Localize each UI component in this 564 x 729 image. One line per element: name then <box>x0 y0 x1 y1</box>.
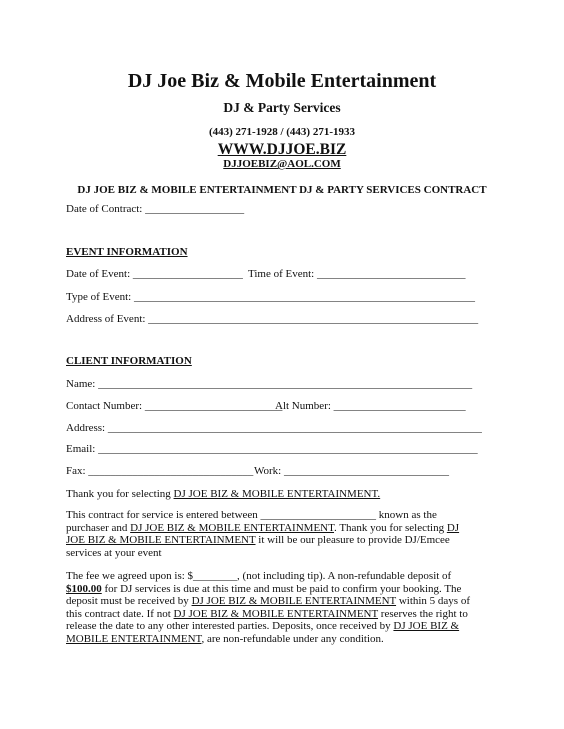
contract-heading: DJ JOE BIZ & MOBILE ENTERTAINMENT DJ & PARTY SERVICES CONTRACT <box>77 184 487 196</box>
para2-text-3: within 5 days of this contract date. If not <box>66 595 471 620</box>
type-of-event-field[interactable]: Type of Event: ______________________________________________________________ <box>66 291 475 303</box>
company-name-underlined: DJ JOE BIZ & MOBILE ENTERTAINMENT. <box>173 488 381 500</box>
thank-you-text: Thank you for selecting <box>66 488 174 500</box>
address-of-event-field[interactable]: Address of Event: ____________________________________________________________ <box>66 313 479 325</box>
client-address-field[interactable]: Address: ____________________________________________________________________ <box>66 422 482 434</box>
date-of-contract-field[interactable]: Date of Contract: __________________ <box>66 203 245 215</box>
para2-text-1: The fee we agreed upon is: $________, (not including tip). A non-refundable deposit of <box>66 570 452 582</box>
email-link[interactable]: DJJOEBIZ@AOL.COM <box>223 158 341 170</box>
deposit-amount: $100.00 <box>66 582 102 595</box>
fax-field[interactable]: Fax: ______________________________ <box>66 465 254 477</box>
client-info-heading: CLIENT INFORMATION <box>66 355 192 367</box>
client-email-field[interactable]: Email: _____________________________________________________________________ <box>66 443 478 455</box>
fee-paragraph <box>66 570 470 645</box>
contract-paragraph <box>66 509 470 559</box>
contact-number-field[interactable]: Contact Number: _________________________ <box>66 400 283 412</box>
para2-text-4: reserves the right to release the date to any other interested parties. Deposits, once received by <box>66 607 468 632</box>
company-title: DJ Joe Biz & Mobile Entertainment <box>127 70 437 92</box>
date-of-event-field[interactable]: Date of Event: ____________________ <box>66 268 243 280</box>
website-link[interactable]: WWW.DJJOE.BIZ <box>217 141 347 158</box>
event-info-heading: EVENT INFORMATION <box>66 246 188 258</box>
para1-company-2: DJ JOE BIZ & MOBILE ENTERTAINMENT <box>66 521 460 546</box>
para1-text-2: . Thank you for selecting <box>334 521 447 534</box>
phone-numbers: (443) 271-1928 / (443) 271-1933 <box>208 126 356 138</box>
time-of-event-field[interactable]: Time of Event: ___________________________ <box>248 268 466 280</box>
para1-text-1: This contract for service is entered between _____________________ known as the purchaser and <box>66 509 437 534</box>
para2-text-2: for DJ services is due at this time and must be paid to confirm your booking. The deposit must be received by <box>66 582 462 607</box>
para2-company-1: DJ JOE BIZ & MOBILE ENTERTAINMENT <box>191 595 397 607</box>
company-subtitle: DJ & Party Services <box>223 100 341 115</box>
para2-company-3: DJ JOE BIZ & MOBILE ENTERTAINMENT <box>66 620 460 645</box>
client-name-field[interactable]: Name: ____________________________________________________________________ <box>66 378 473 390</box>
para2-text-5: , are non-refundable under any condition. <box>201 632 384 645</box>
work-field[interactable]: Work: ______________________________ <box>254 465 449 477</box>
para2-company-2: DJ JOE BIZ & MOBILE ENTERTAINMENT <box>173 607 379 620</box>
para1-text-3: it will be our pleasure to provide DJ/Emcee services at your event <box>66 534 450 559</box>
thank-you-line <box>66 488 380 500</box>
alt-number-field[interactable]: Alt Number: ________________________ <box>275 400 466 412</box>
para1-company-1: DJ JOE BIZ & MOBILE ENTERTAINMENT <box>130 521 335 534</box>
